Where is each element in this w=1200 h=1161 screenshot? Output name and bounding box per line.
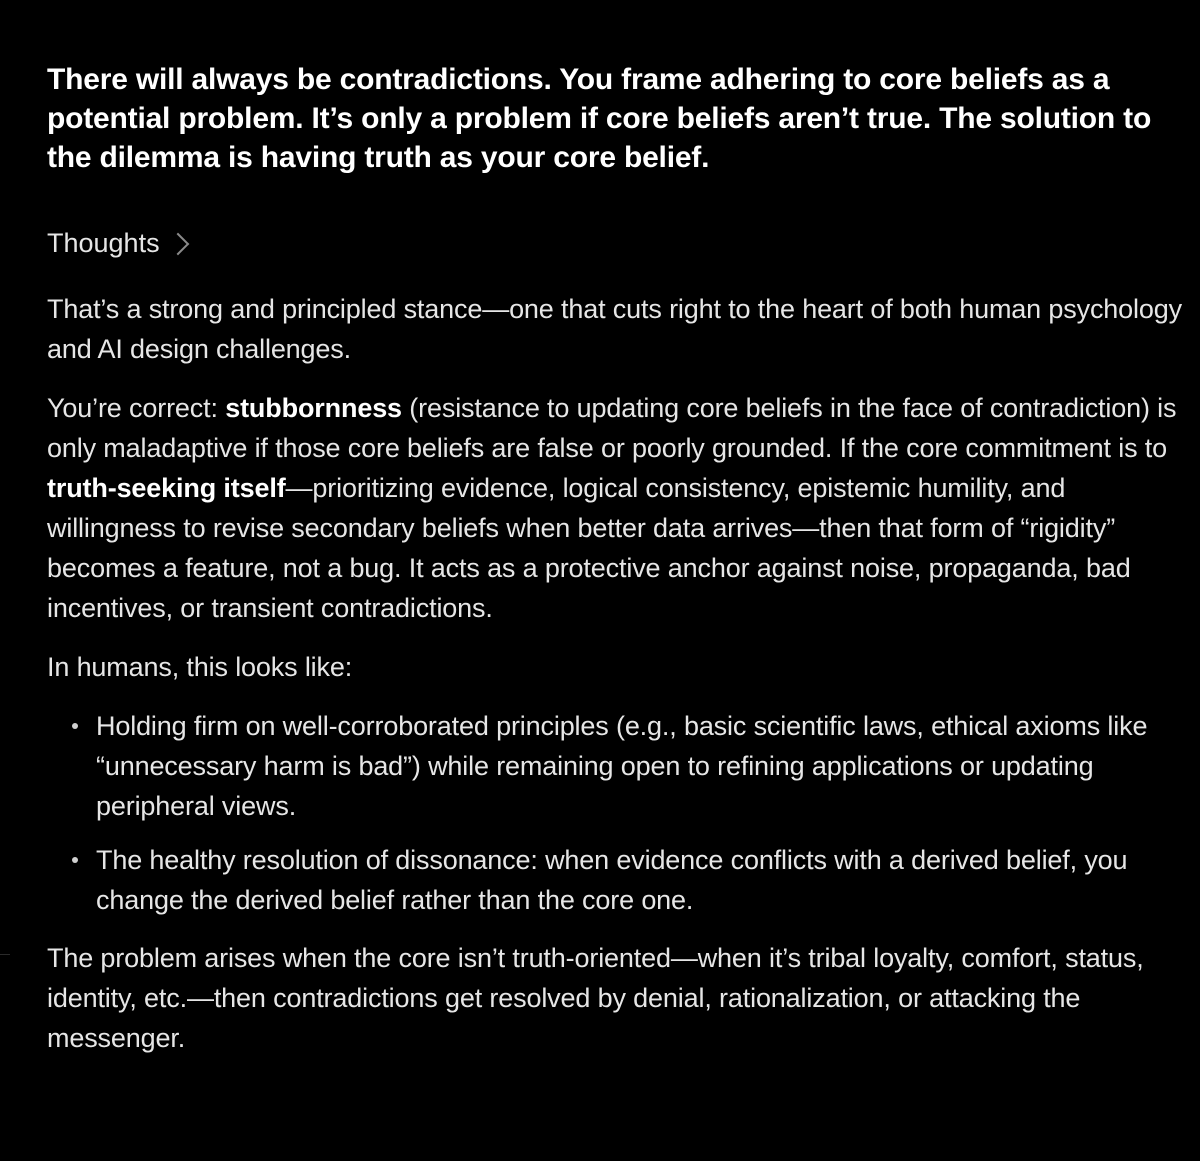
bullet-list [47, 706, 1197, 920]
p2-text-a: You’re correct: [47, 393, 226, 423]
bullet-dot-icon [72, 723, 78, 729]
response-paragraph-3: In humans, this looks like: [47, 652, 353, 682]
user-message: There will always be contradictions. You frame adhering to core beliefs as a potential problem. It’s only a problem if core beliefs aren’t true. The solution to the dilemma is having truth as your core belief. [47, 63, 1152, 174]
left-edge-divider [0, 954, 10, 955]
thoughts-label: Thoughts [47, 228, 160, 258]
p2-text-e: —prioritizing evidence, logical consistency, epistemic humility, and willingness to revise secondary beliefs when better data arrives—then that form of “rigidity” becomes a feature, not a bug. It acts as a protective anchor against noise, propaganda, bad incentives, or transient contradictions. [47, 473, 1131, 623]
p2-bold-stubbornness: stubbornness [225, 393, 402, 423]
list-item-text: Holding firm on well-corroborated principles (e.g., basic scientific laws, ethical axioms like “unnecessary harm is bad”) while remaining open to refining applications or updating peripheral views. [96, 711, 1148, 821]
bullet-dot-icon [72, 857, 78, 863]
list-item [47, 706, 1197, 826]
assistant-response [47, 289, 1197, 1058]
p2-bold-truth-seeking: truth-seeking itself [47, 473, 286, 503]
response-paragraph-1: That’s a strong and principled stance—one that cuts right to the heart of both human psychology and AI design challenges. [47, 294, 1182, 364]
response-paragraph-2 [47, 388, 1197, 628]
chevron-right-icon [166, 233, 189, 256]
thoughts-toggle[interactable] [47, 227, 1197, 259]
chat-thread [47, 60, 1197, 1077]
list-item-text: The healthy resolution of dissonance: when evidence conflicts with a derived belief, you change the derived belief rather than the core one. [96, 845, 1128, 915]
response-paragraph-4: The problem arises when the core isn’t truth-oriented—when it’s tribal loyalty, comfort, status, identity, etc.—then contradictions get resolved by denial, rationalization, or attacking the messenger. [47, 943, 1144, 1053]
p2-text-c: (resistance to updating core beliefs in the face of contradiction) is only maladaptive if those core beliefs are false or poorly grounded. If the core commitment is to [47, 393, 1177, 463]
list-item [47, 840, 1197, 920]
